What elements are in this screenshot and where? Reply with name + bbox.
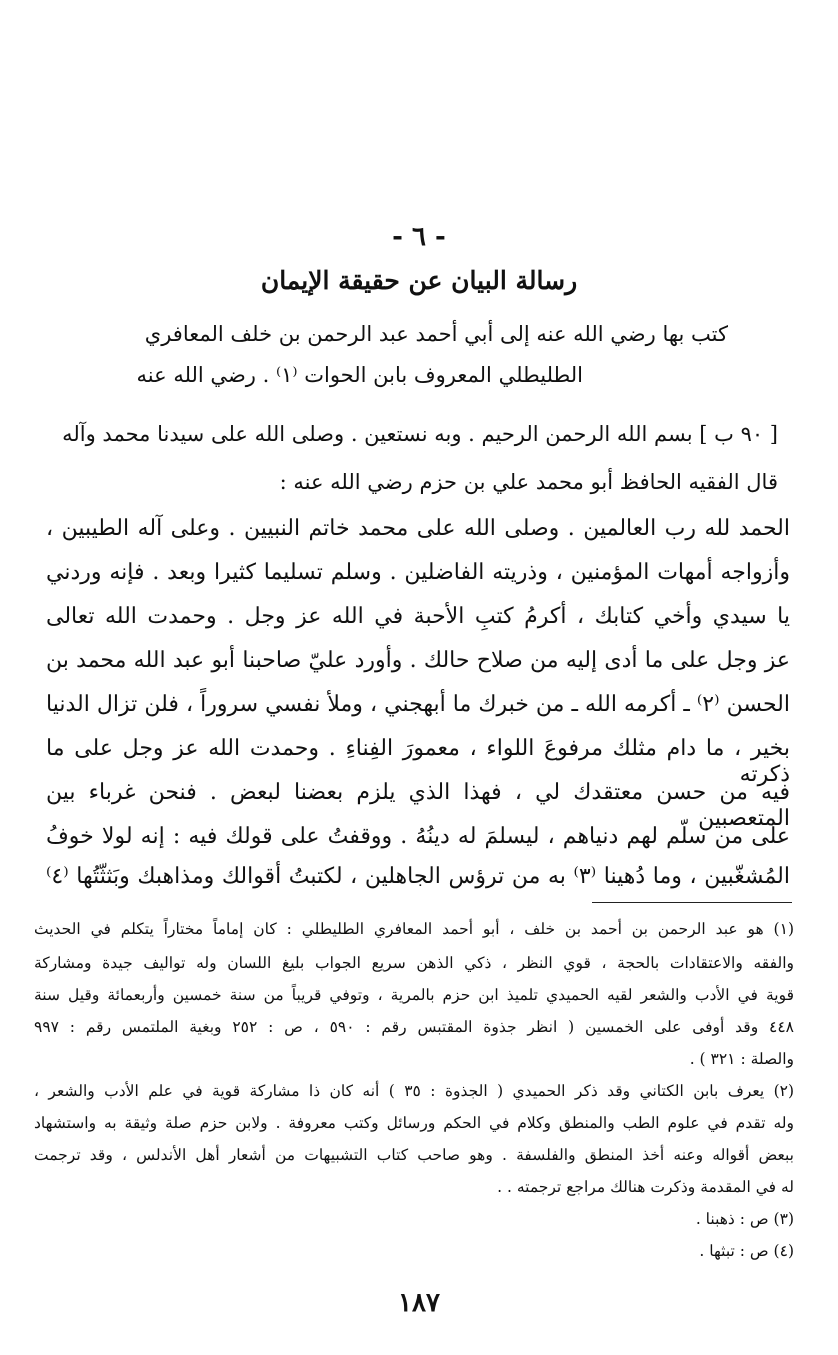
footnote-line: له في المقدمة وذكرت هنالك مراجع ترجمته . . (497, 1178, 794, 1196)
page-title: رسالة البيان عن حقيقة الإيمان (260, 266, 578, 295)
footnote-line: (٤) ص : تبثها . (699, 1242, 794, 1260)
body-line: على من سلّم لهم دنياهم ، ليسلمَ له دينُهُ . ووقفتُ على قولك فيه : إنه لولا خوفُ (46, 824, 790, 849)
subtitle-line-2: الطليطلي المعروف بابن الحوات ⁽١⁾ . رضي الله عنه (136, 363, 583, 387)
basmala-line: [ ٩٠ ب ] بسم الله الرحمن الرحيم . وبه نستعين . وصلى الله على سيدنا محمد وآله (62, 422, 778, 446)
body-line: وأزواجه أمهات المؤمنين ، وذريته الفاضلين . وسلم تسليما كثيرا وبعد . فإنه وردني (46, 560, 791, 585)
footnote-line: ببعض أقواله وعنه أخذ المنطق والفلسفة . وهو صاحب كتاب التشبيهات من أشعار أهل الأندلس ، وقد ترجمت (34, 1146, 794, 1164)
body-line: الحسن ⁽٢⁾ ـ أكرمه الله ـ من خبرك ما أبهجني ، وملأ نفسي سروراً ، فلن تزال الدنيا (46, 692, 790, 717)
footnote-separator (592, 902, 792, 903)
author-intro-line: قال الفقيه الحافظ أبو محمد علي بن حزم رضي الله عنه : (279, 470, 778, 494)
footnote-line: ٤٤٨ وقد أوفى على الخمسين ( انظر جذوة المقتبس رقم : ٥٩٠ ، ص : ٢٥٢ وبغية الملتمس رقم : ٩٩٧ (34, 1018, 794, 1036)
body-line: الحمد لله رب العالمين . وصلى الله على محمد خاتم النبيين . وعلى آله الطيبين ، (46, 516, 790, 541)
footnote-line: قوية في الأدب والشعر لقيه الحميدي تلميذ ابن حزم بالمرية ، وتوفي قريباً من سنة خمسين وأربعمائة وقيل سنة (34, 986, 794, 1004)
body-line: المُشغّبين ، وما دُهينا ⁽٣⁾ به من ترؤس الجاهلين ، لكتبتُ أقوالك ومذاهبك وبَثثّتُها ⁽٤⁾ (46, 864, 791, 889)
body-line: بخير ، ما دام مثلك مرفوعَ اللواء ، معمورَ الفِناءِ . وحمدت الله عز وجل على ما ذكرته (46, 736, 790, 788)
footnote-line: (١) هو عبد الرحمن بن أحمد بن خلف ، أبو أحمد المعافري الطليطلي : كان إماماً مختاراً يتكلم في الحديث (34, 920, 794, 938)
footnote-line: (٣) ص : ذهبنا . (695, 1210, 794, 1228)
body-line: عز وجل على ما أدى إليه من صلاح حالك . وأورد عليّ صاحبنا أبو عبد الله محمد بن (46, 648, 790, 673)
footnote-line: والفقه والاعتقادات بالحجة ، قوي النظر ، ذكي الذهن سريع الجواب بليغ اللسان وله تواليف جيدة ومشاركة (34, 954, 794, 972)
page-number: - ٦ - (392, 222, 446, 252)
folio-number: ١٨٧ (398, 1288, 440, 1318)
footnote-line: (٢) يعرف بابن الكتاني وقد ذكر الحميدي ( الجذوة : ٣٥ ) أنه كان ذا مشاركة قوية في علم الأدب والشعر ، (34, 1082, 795, 1100)
footnote-line: والصلة : ٣٢١ ) . (689, 1050, 794, 1068)
subtitle-line-1: كتب بها رضي الله عنه إلى أبي أحمد عبد الرحمن بن خلف المعافري (144, 322, 728, 346)
body-line: يا سيدي وأخي كتابك ، أكرمُ كتبِ الأحبة في الله عز وجل . وحمدت الله تعالى (46, 604, 790, 629)
footnote-line: وله تقدم في علوم الطب والمنطق وكلام في الحكم ورسائل وكتب معروفة . ولابن حزم صلة وثيقة به واستشهاد (34, 1114, 794, 1132)
body-line: فيه من حسن معتقدك لي ، فهذا الذي يلزم بعضنا لبعض . فنحن غرباء بين المتعصبين (46, 780, 790, 832)
